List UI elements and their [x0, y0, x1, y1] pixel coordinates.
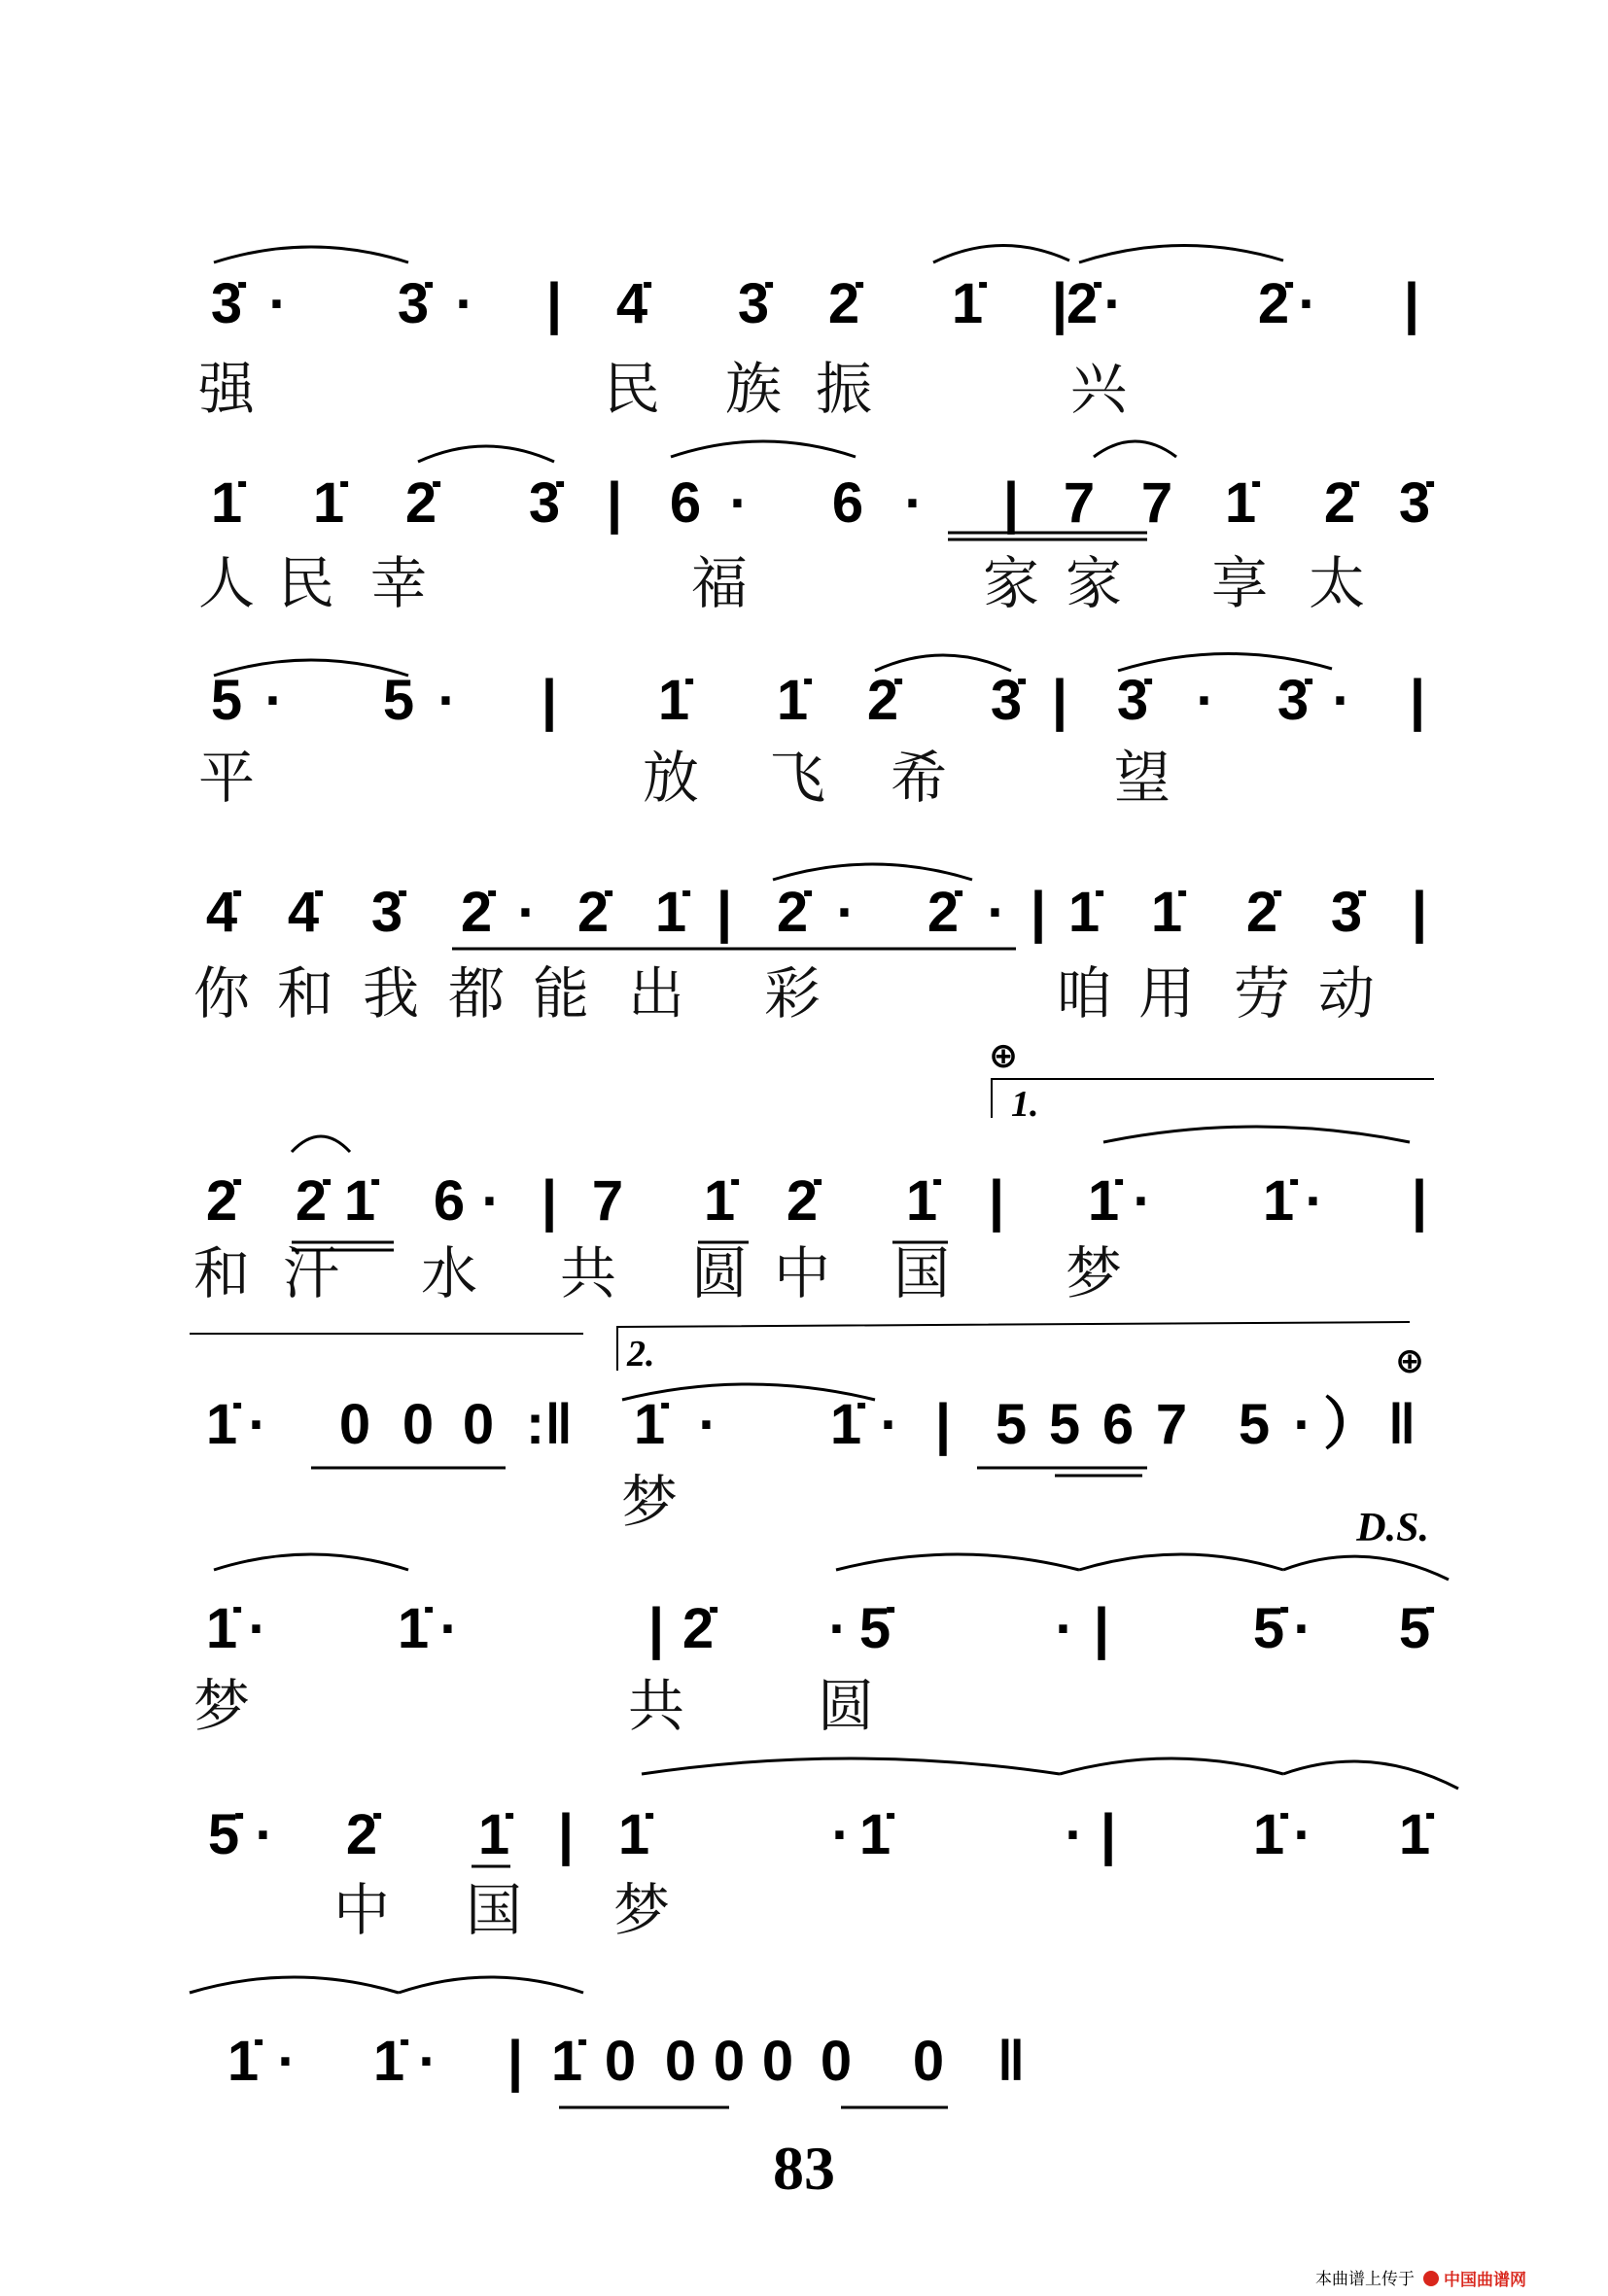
note: 2̇	[926, 881, 960, 944]
note: 1̇	[397, 1597, 430, 1660]
dot: ·	[248, 1393, 267, 1456]
slur	[214, 660, 408, 676]
note: 1̇	[1262, 1169, 1295, 1233]
note: 3̇	[370, 881, 403, 944]
barline: |	[1002, 471, 1020, 535]
note: 0	[338, 1393, 371, 1456]
barline: |	[1093, 1597, 1110, 1660]
note: 6	[831, 471, 864, 535]
lyric: 共	[559, 1240, 617, 1306]
note: 5̇	[207, 1803, 240, 1866]
note: 1̇	[1087, 1169, 1120, 1233]
dot: ·	[1293, 1803, 1312, 1866]
dot: ·	[1332, 669, 1351, 732]
volta-2-label: 2.	[627, 1334, 655, 1374]
note: 2̇	[1257, 272, 1290, 335]
note: 1̇	[477, 1803, 510, 1866]
lyric: 享	[1210, 550, 1269, 616]
volta-bracket-1	[992, 1079, 1434, 1118]
note: 1̇	[343, 1169, 376, 1233]
lyric: 望	[1113, 745, 1171, 811]
lyric: 汗	[282, 1240, 340, 1306]
note: 2̇	[404, 471, 437, 535]
dot: ·	[439, 1597, 459, 1660]
ds-mark: D.S.	[1356, 1506, 1429, 1550]
note: 3̇	[528, 471, 561, 535]
note: 1̇	[1398, 1803, 1431, 1866]
volta-1-label: 1.	[1011, 1084, 1039, 1125]
note: 3̇	[990, 669, 1023, 732]
note: 1̇	[829, 1393, 862, 1456]
note: 0	[912, 2030, 945, 2093]
slur	[418, 446, 554, 462]
note: 1̇	[858, 1803, 891, 1866]
lyric: 族	[724, 356, 783, 422]
dot: ·	[277, 2030, 297, 2093]
note: 3̇	[1398, 471, 1431, 535]
note: 0	[713, 2030, 746, 2093]
note: 7	[1063, 471, 1096, 535]
note: 1̇	[951, 272, 984, 335]
barline: |	[541, 669, 558, 732]
slur	[1283, 1761, 1458, 1789]
barline: |	[1403, 272, 1420, 335]
barline: |	[1409, 669, 1426, 732]
dot: ·	[418, 2030, 437, 2093]
volta-bracket-2	[617, 1322, 1410, 1371]
dot: ·	[437, 669, 457, 732]
barline: |	[988, 1169, 1005, 1233]
lyric: 彩	[763, 960, 821, 1026]
note: 5	[210, 669, 243, 732]
lyric: 圆	[817, 1673, 875, 1739]
barline: :‖	[525, 1393, 574, 1456]
note: 7	[1140, 471, 1173, 535]
dot: ·	[248, 1597, 267, 1660]
dot: ·	[264, 669, 284, 732]
lyric: 动	[1317, 960, 1376, 1026]
dot: ·	[1293, 1597, 1312, 1660]
dot: ·	[1065, 1803, 1084, 1866]
lyric: 咱	[1055, 960, 1113, 1026]
note: 5	[995, 1393, 1028, 1456]
lyric: 强	[197, 356, 256, 422]
barline: |	[1030, 881, 1047, 944]
slur	[399, 1977, 583, 1993]
note: 3̇	[1276, 669, 1310, 732]
dot: ·	[517, 881, 537, 944]
note: 6	[669, 471, 702, 535]
dot: ·	[455, 272, 474, 335]
lyric: 出	[627, 960, 685, 1026]
lyric: 中	[332, 1877, 391, 1943]
note: 0	[402, 1393, 435, 1456]
lyric: 人	[197, 550, 256, 616]
slur	[214, 1554, 408, 1570]
note: 1̇	[205, 1393, 238, 1456]
note: 1̇	[550, 2030, 583, 2093]
note: 1̇	[1150, 881, 1183, 944]
lyric: 幸	[369, 550, 428, 616]
note: 1̇	[657, 669, 690, 732]
lyric: 平	[197, 745, 256, 811]
note: 2̇	[786, 1169, 819, 1233]
dot: ·	[987, 881, 1006, 944]
note: 4̇	[615, 272, 648, 335]
note: 3̇	[1116, 669, 1149, 732]
lyric: 民	[277, 550, 335, 616]
barline: |	[647, 1597, 665, 1660]
coda-icon: ⊕	[988, 1036, 1019, 1076]
note: 6	[433, 1169, 466, 1233]
note: ）	[1322, 1393, 1381, 1456]
note: 3̇	[210, 272, 243, 335]
note: 1̇	[205, 1597, 238, 1660]
barline: |	[934, 1393, 952, 1456]
barline: ‖	[996, 2030, 1026, 2093]
lyric: 国	[892, 1240, 951, 1306]
slur	[1094, 441, 1176, 457]
note: 0	[462, 1393, 495, 1456]
slur	[190, 1977, 399, 1993]
barline: |	[716, 881, 733, 944]
slur	[1103, 1127, 1410, 1142]
note: 1̇	[776, 669, 809, 732]
site-logo-text: 中国曲谱网	[1444, 2271, 1526, 2290]
note: 1̇	[654, 881, 687, 944]
note: 2̇	[682, 1597, 715, 1660]
note: 0	[664, 2030, 697, 2093]
barline: |	[1051, 272, 1068, 335]
note: 5̇	[1252, 1597, 1285, 1660]
note: 1̇	[1252, 1803, 1285, 1866]
note: 2̇	[295, 1169, 328, 1233]
note: 7	[591, 1169, 624, 1233]
note: 2̇	[205, 1169, 238, 1233]
note: 1̇	[312, 471, 345, 535]
barline: |	[557, 1803, 575, 1866]
lyric: 福	[690, 550, 749, 616]
note: 1̇	[1224, 471, 1257, 535]
note: 2̇	[460, 881, 493, 944]
barline: |	[541, 1169, 558, 1233]
note: 1̇	[372, 2030, 405, 2093]
lyric: 振	[815, 356, 873, 422]
dot: ·	[831, 1803, 851, 1866]
dot: ·	[481, 1169, 501, 1233]
note: 2̇	[866, 669, 899, 732]
barline: |	[1411, 881, 1428, 944]
dot: ·	[1305, 1169, 1324, 1233]
slur	[214, 247, 408, 262]
note: 1̇	[617, 1803, 650, 1866]
slur	[1060, 1758, 1283, 1774]
lyric: 都	[447, 960, 506, 1026]
note: 3̇	[397, 272, 430, 335]
note: 2̇	[776, 881, 809, 944]
dot: ·	[729, 471, 749, 535]
slur	[671, 441, 856, 457]
lyric: 我	[362, 960, 420, 1026]
barline: |	[1411, 1169, 1428, 1233]
note: 1̇	[227, 2030, 260, 2093]
slur	[1079, 245, 1283, 262]
note: 1̇	[210, 471, 243, 535]
note: 2̇	[1245, 881, 1278, 944]
lyric: 放	[642, 745, 700, 811]
note: 2̇	[827, 272, 860, 335]
note: 5	[382, 669, 415, 732]
dot: ·	[1055, 1597, 1074, 1660]
dot: ·	[836, 881, 856, 944]
lyric: 中	[773, 1240, 831, 1306]
lyric: 水	[420, 1240, 478, 1306]
page-number: 83	[773, 2134, 835, 2203]
dot: ·	[1293, 1393, 1312, 1456]
lyric: 梦	[1065, 1240, 1123, 1306]
dot: ·	[1103, 272, 1123, 335]
dot: ·	[255, 1803, 274, 1866]
barline: |	[1051, 669, 1068, 732]
lyric: 兴	[1069, 356, 1128, 422]
barline: ‖	[1387, 1393, 1416, 1456]
lyric: 太	[1308, 550, 1366, 616]
lyric: 共	[627, 1673, 685, 1739]
note: 5̇	[1398, 1597, 1431, 1660]
note: 4̇	[205, 881, 238, 944]
barline: |	[545, 272, 563, 335]
lyric: 你	[192, 960, 251, 1026]
lyric: 梦	[192, 1673, 251, 1739]
note: 3̇	[1330, 881, 1363, 944]
barline: |	[507, 2030, 524, 2093]
coda-icon: ⊕	[1394, 1341, 1425, 1381]
note: 1̇	[1067, 881, 1101, 944]
lyric: 和	[192, 1240, 251, 1306]
lyric: 劳	[1233, 960, 1291, 1026]
barline: |	[606, 471, 623, 535]
barline: |	[1100, 1803, 1117, 1866]
slur	[933, 245, 1069, 262]
dot: ·	[268, 272, 288, 335]
note: 0	[761, 2030, 794, 2093]
dot: ·	[904, 471, 924, 535]
slur	[642, 1758, 1060, 1774]
note: 4̇	[287, 881, 320, 944]
note: 0	[604, 2030, 637, 2093]
note: 6	[1101, 1393, 1135, 1456]
lyric: 家	[982, 550, 1040, 616]
dot: ·	[828, 1597, 848, 1660]
lyric: 梦	[612, 1877, 671, 1943]
footer-text: 本曲谱上传于	[1315, 2270, 1415, 2289]
note: 5̇	[858, 1597, 891, 1660]
site-logo-icon	[1423, 2271, 1439, 2286]
note: 0	[820, 2030, 853, 2093]
lyric: 和	[276, 960, 334, 1026]
slur	[1079, 1554, 1283, 1570]
note: 1̇	[633, 1393, 666, 1456]
note: 1̇	[905, 1169, 938, 1233]
dot: ·	[880, 1393, 899, 1456]
note: 7	[1155, 1393, 1188, 1456]
slur	[836, 1554, 1079, 1570]
lyric: 能	[532, 960, 590, 1026]
lyric: 希	[890, 745, 948, 811]
dot: ·	[1196, 669, 1215, 732]
dot: ·	[1298, 272, 1317, 335]
lyric: 梦	[620, 1469, 679, 1535]
lyric: 民	[603, 356, 661, 422]
note: 2̇	[345, 1803, 378, 1866]
note: 1̇	[703, 1169, 736, 1233]
note: 5	[1048, 1393, 1081, 1456]
slur	[773, 864, 972, 880]
lyric: 飞	[768, 745, 826, 811]
note: 2̇	[1323, 471, 1356, 535]
lyric: 国	[465, 1877, 523, 1943]
dot: ·	[1133, 1169, 1152, 1233]
note: 2̇	[1066, 272, 1099, 335]
slur	[1283, 1556, 1449, 1580]
dot: ·	[698, 1393, 717, 1456]
note: 3̇	[737, 272, 770, 335]
lyric: 用	[1137, 960, 1196, 1026]
note: 5	[1238, 1393, 1271, 1456]
lyric: 圆	[690, 1240, 749, 1306]
slur	[292, 1136, 350, 1152]
note: 2̇	[577, 881, 610, 944]
lyric: 家	[1065, 550, 1123, 616]
